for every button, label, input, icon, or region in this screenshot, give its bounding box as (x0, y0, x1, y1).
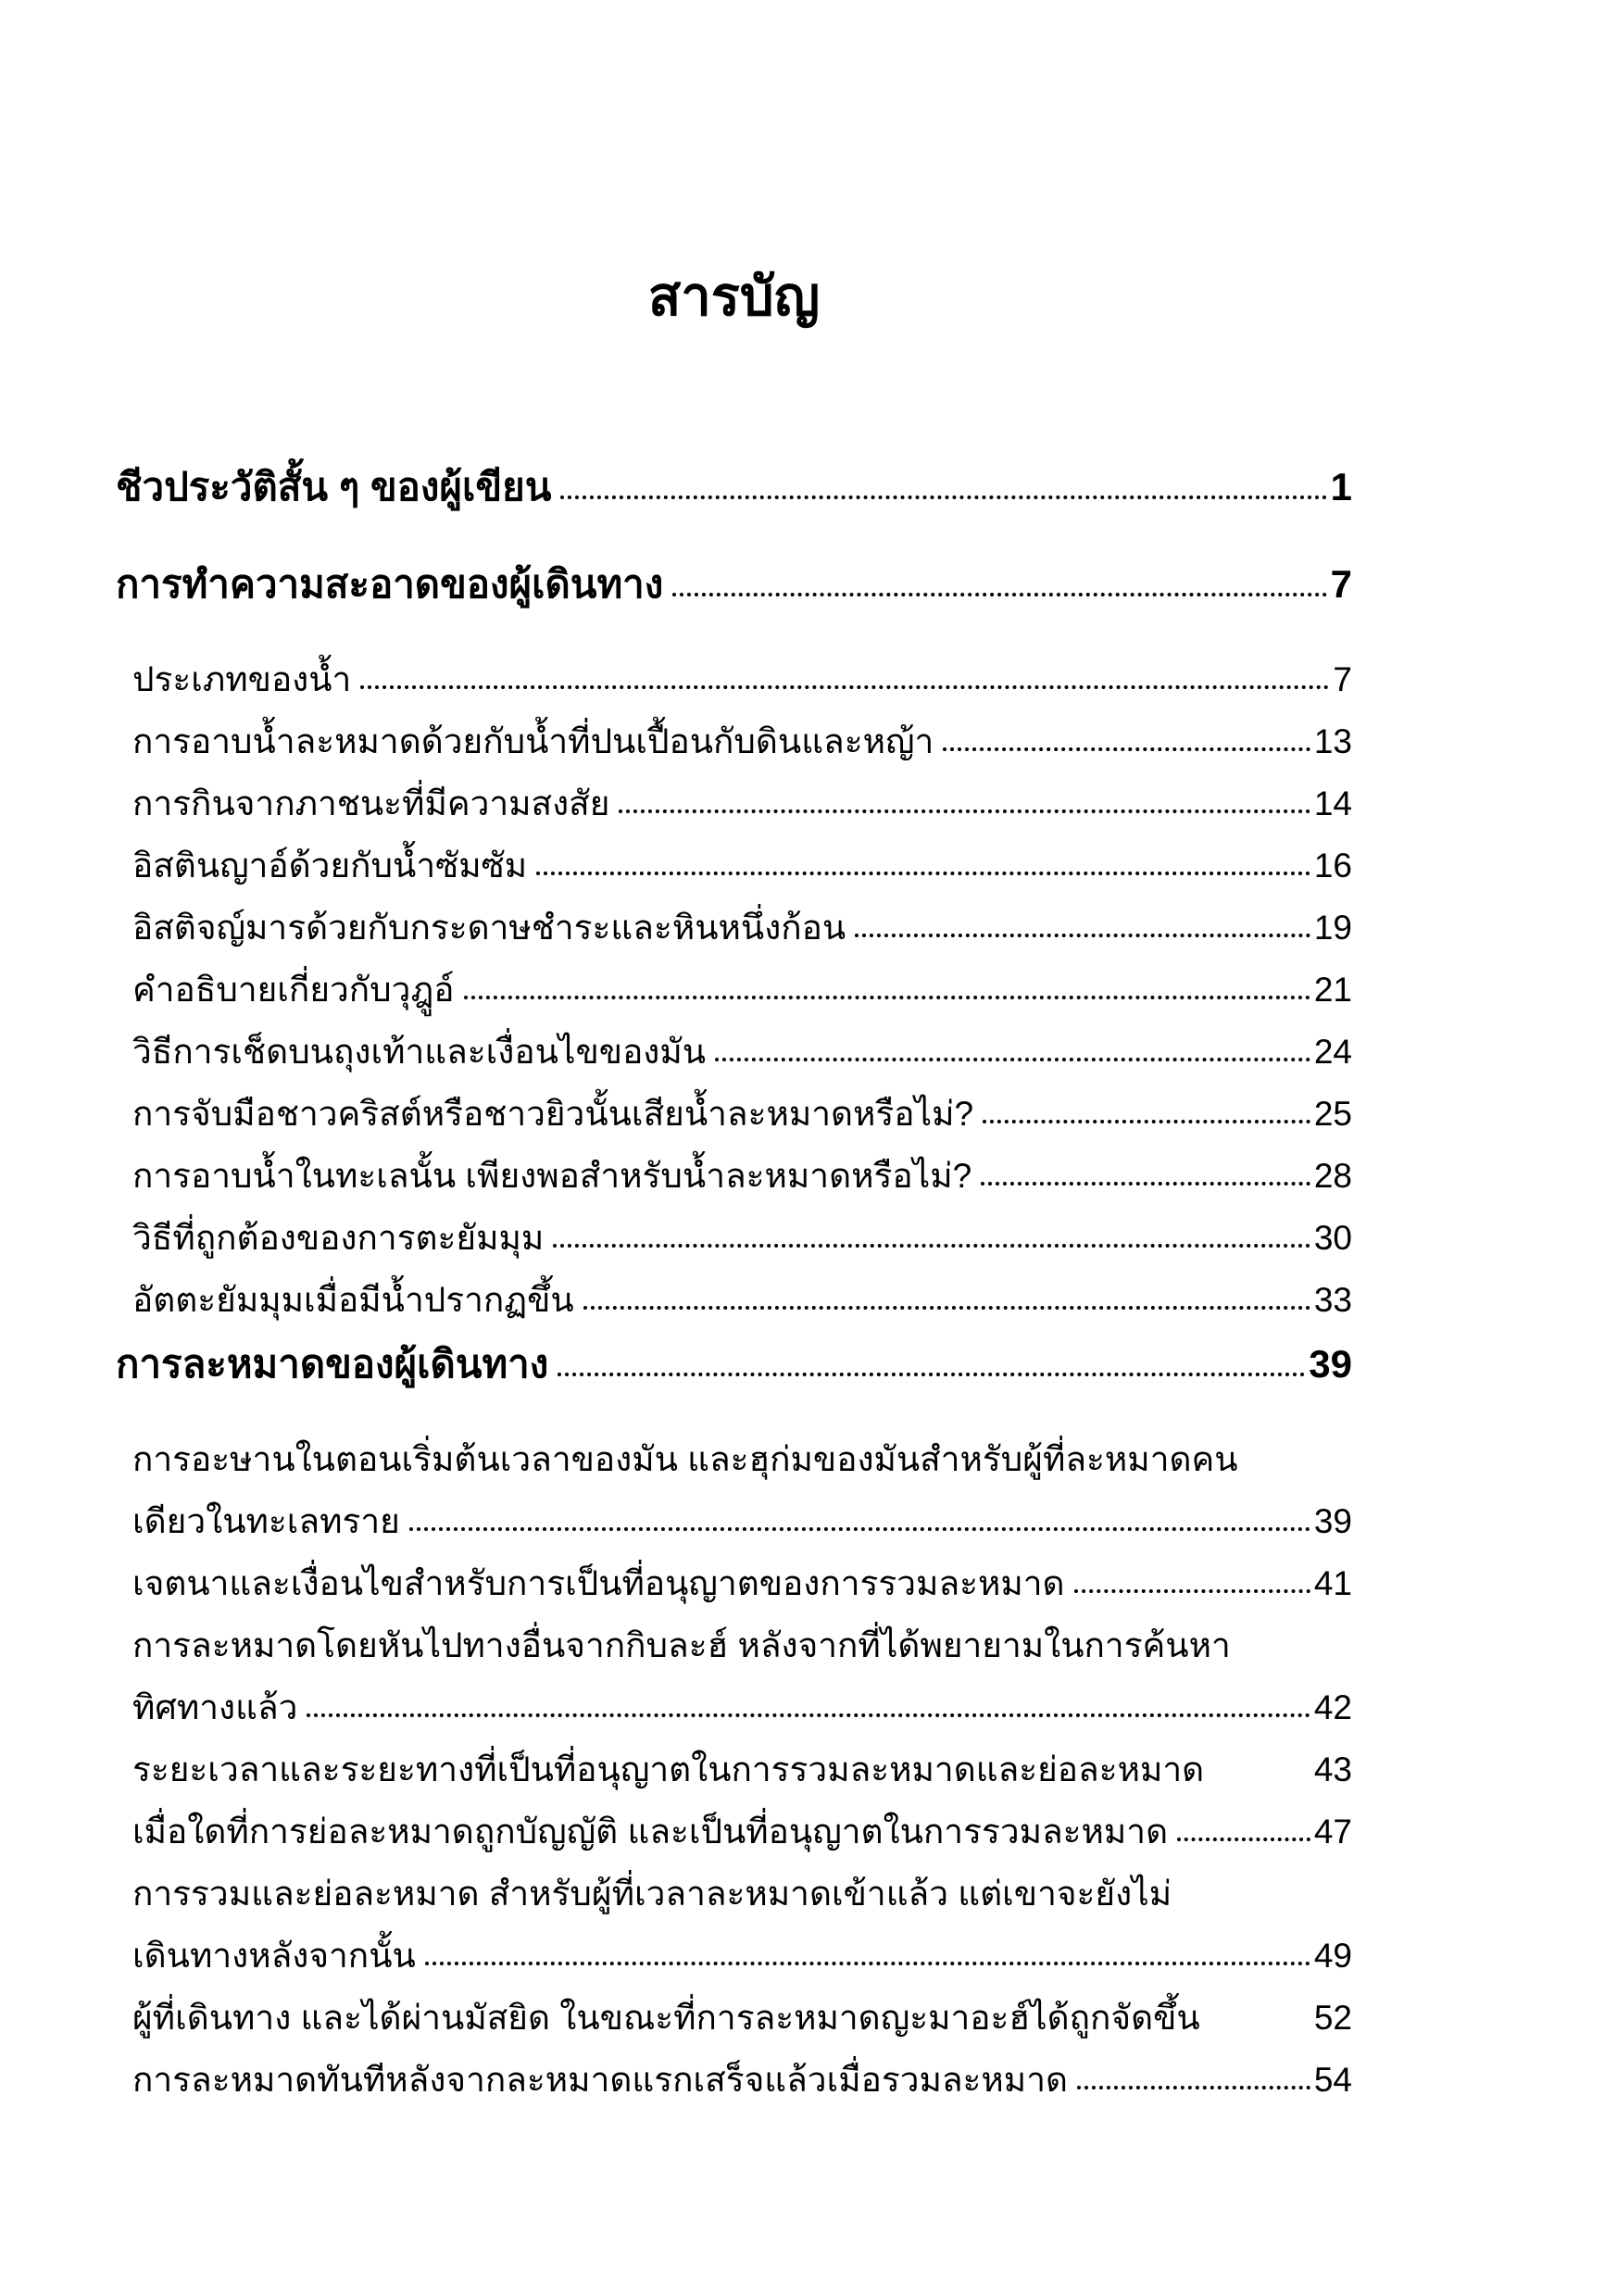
toc-entry-label: เดียวในทะเลทราย (132, 1502, 400, 1540)
toc-entry-row (116, 1876, 1352, 1911)
dot-leader (553, 1244, 1310, 1248)
toc-entry-row (116, 972, 1352, 1007)
toc-entry-row (116, 1504, 1352, 1538)
toc-entry-label: การอะษานในตอนเริ่มต้นเวลาของมัน และฮุก่มของมันสำหรับผู้ที่ละหมาดคน (132, 1440, 1238, 1478)
dot-leader (1077, 2086, 1310, 2089)
toc-chapter-row (116, 562, 1352, 606)
toc-entry-label: การอาบน้ำในทะเลนั้น เพียงพอสำหรับน้ำละหมาดหรือไม่? (132, 1157, 972, 1195)
dot-leader (855, 934, 1310, 937)
toc-entry-label: เจตนาและเงื่อนไขสำหรับการเป็นที่อนุญาตของการรวมละหมาด (132, 1564, 1065, 1602)
toc-entry-label: คำอธิบายเกี่ยวกับวุฎูอ์ (132, 971, 455, 1009)
toc-entry-label: การจับมือชาวคริสต์หรือชาวยิวนั้นเสียน้ำละหมาดหรือไม่? (132, 1095, 974, 1133)
toc-entry-page: 39 (1313, 1502, 1352, 1540)
toc-entry-page: 1 (1330, 465, 1352, 508)
toc-entry-page: 19 (1313, 909, 1352, 947)
toc-entry-row (116, 1628, 1352, 1662)
toc-entry-page: 13 (1313, 722, 1352, 760)
toc-entry-label: อิสตินญาอ์ด้วยกับน้ำซัมซัม (132, 847, 528, 885)
toc-entry-label: ชีวประวัติสั้น ๆ ของผู้เขียน (116, 465, 552, 508)
toc-list (116, 465, 1352, 2099)
dot-leader (558, 1373, 1305, 1376)
toc-entry-page: 43 (1313, 1750, 1352, 1788)
toc-entry-label: ทิศทางแล้ว (132, 1688, 298, 1726)
toc-entry-row (116, 1690, 1352, 1725)
toc-entry-label: การละหมาดโดยหันไปทางอื่นจากกิบละฮ์ หลังจากที่ได้พยายามในการค้นหา (132, 1626, 1231, 1664)
toc-entry-label: วิธีการเช็ดบนถุงเท้าและเงื่อนไขของมัน (132, 1033, 707, 1071)
toc-entry-label: อัตตะยัมมุมเมื่อมีน้ำปรากฏขึ้น (132, 1281, 574, 1319)
toc-entry-label: ระยะเวลาและระยะทางที่เป็นที่อนุญาตในการรวมละหมาดและย่อละหมาด (132, 1750, 1205, 1788)
toc-entry-label: การละหมาดของผู้เดินทาง (116, 1342, 549, 1386)
dot-leader (307, 1713, 1310, 1717)
toc-entry-row (116, 1752, 1352, 1787)
toc-entry-row (116, 1938, 1352, 1973)
toc-entry-row (116, 1159, 1352, 1193)
toc-entry-page: 7 (1333, 660, 1352, 698)
toc-entry-label: ผู้ที่เดินทาง และได้ผ่านมัสยิด ในขณะที่การละหมาดญะมาอะฮ์ได้ถูกจัดขึ้น (132, 1999, 1200, 2037)
toc-entry-label: เดินทางหลังจากนั้น (132, 1937, 416, 1975)
dot-leader (583, 1306, 1310, 1310)
toc-entry-page: 25 (1313, 1095, 1352, 1133)
dot-leader (983, 1120, 1310, 1123)
toc-entry-page: 33 (1313, 1281, 1352, 1319)
dot-leader (536, 872, 1310, 875)
toc-entry-row (116, 662, 1352, 696)
toc-entry-page: 42 (1313, 1688, 1352, 1726)
toc-entry-row (116, 910, 1352, 945)
toc-entry-label: การรวมและย่อละหมาด สำหรับผู้ที่เวลาละหมาดเข้าแล้ว แต่เขาจะยังไม่ (132, 1875, 1172, 1913)
toc-entry-row (116, 1221, 1352, 1255)
toc-chapter-row (116, 465, 1352, 508)
dot-leader (560, 496, 1326, 499)
dot-leader (360, 685, 1329, 689)
toc-entry-page: 54 (1313, 2061, 1352, 2099)
toc-entry-row (116, 724, 1352, 759)
toc-entry-row (116, 1814, 1352, 1849)
toc-entry-row (116, 786, 1352, 821)
toc-entry-row (116, 1566, 1352, 1600)
toc-entry-row (116, 1097, 1352, 1131)
toc-entry-page: 30 (1313, 1219, 1352, 1257)
dot-leader (672, 593, 1326, 596)
toc-entry-label: การละหมาดทันทีหลังจากละหมาดแรกเสร็จแล้วเมื่อรวมละหมาด (132, 2061, 1069, 2099)
toc-entry-page: 7 (1330, 562, 1352, 606)
dot-leader (409, 1527, 1310, 1531)
toc-entry-label: การกินจากภาชนะที่มีความสงสัย (132, 784, 610, 822)
toc-entry-label: ประเภทของน้ำ (132, 660, 352, 698)
dot-leader (715, 1058, 1310, 1061)
toc-entry-label: วิธีที่ถูกต้องของการตะยัมมุม (132, 1219, 545, 1257)
dot-leader (943, 747, 1310, 751)
toc-entry-page: 28 (1313, 1157, 1352, 1195)
toc-entry-label: การอาบน้ำละหมาดด้วยกับน้ำที่ปนเปื้อนกับดินและหญ้า (132, 722, 934, 760)
toc-chapter-row (116, 1342, 1352, 1386)
toc-entry-page: 39 (1309, 1342, 1352, 1386)
toc-entry-page: 52 (1313, 1999, 1352, 2037)
toc-entry-row (116, 1283, 1352, 1317)
toc-entry-row (116, 848, 1352, 883)
toc-entry-label: อิสติจญ์มารด้วยกับกระดาษชำระและหินหนึ่งก้อน (132, 909, 846, 947)
toc-entry-page: 16 (1313, 847, 1352, 885)
toc-entry-page: 49 (1313, 1937, 1352, 1975)
toc-entry-page: 21 (1313, 971, 1352, 1009)
toc-entry-row (116, 1035, 1352, 1069)
toc-entry-label: การทำความสะอาดของผู้เดินทาง (116, 562, 664, 606)
toc-entry-row (116, 2001, 1352, 2035)
dot-leader (1074, 1589, 1310, 1593)
dot-leader (1177, 1838, 1310, 1841)
dot-leader (425, 1962, 1310, 1965)
dot-leader (619, 809, 1310, 813)
toc-entry-page: 14 (1313, 784, 1352, 822)
toc-entry-page: 24 (1313, 1033, 1352, 1071)
dot-leader (464, 996, 1310, 999)
toc-entry-label: เมื่อใดที่การย่อละหมาดถูกบัญญัติ และเป็นที่อนุญาตในการรวมละหมาด (132, 1813, 1169, 1851)
toc-entry-row (116, 1442, 1352, 1476)
dot-leader (981, 1182, 1310, 1186)
toc-entry-page: 47 (1313, 1813, 1352, 1851)
toc-entry-row (116, 2063, 1352, 2097)
toc-entry-page: 41 (1313, 1564, 1352, 1602)
page-title: สารบัญ (647, 267, 821, 327)
